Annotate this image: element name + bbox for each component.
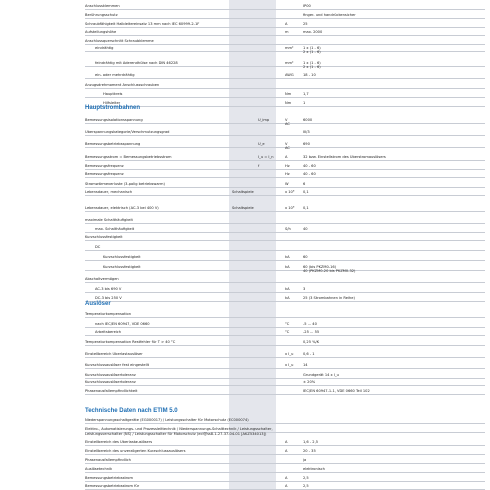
spec-value: 1,6 - 2,5 (303, 440, 319, 444)
spec-value: 1 x (1 - 6) 2 x (1 - 6) (303, 61, 321, 69)
spec-value: 690 (303, 142, 310, 146)
spec-value: ja (303, 458, 307, 462)
spec-row (85, 363, 485, 369)
spec-row (85, 265, 485, 271)
spec-value: 6000 (303, 118, 313, 122)
spec-row (85, 164, 485, 170)
spec-value: 1 (303, 101, 306, 105)
spec-row (85, 22, 485, 28)
spec-row (85, 30, 485, 36)
spec-row (85, 61, 485, 67)
spec-label: DC-3 bis 250 V (95, 296, 122, 300)
spec-label: Bemessungsstrom = Bemessungsbetriebsstrom (85, 155, 172, 159)
spec-row (85, 83, 485, 89)
spec-value: 20 - 35 (303, 449, 316, 453)
spec-value: Grundgerät 14 x I_u (303, 373, 339, 377)
spec-unit: kA (285, 255, 290, 259)
spec-value: 60 (303, 255, 308, 259)
spec-value: IP00 (303, 4, 311, 8)
spec-label: eindrähtig (95, 46, 114, 50)
spec-row (85, 39, 485, 45)
spec-label: DC (95, 245, 101, 249)
spec-unit: A (285, 476, 288, 480)
spec-value: 2,5 (303, 484, 309, 488)
spec-label: Aufstellungshöhe (85, 30, 117, 34)
spec-label: Bemessungsisolationsspannung (85, 118, 143, 122)
spec-unit: A (285, 155, 288, 159)
spec-label: Bemessungsbetriebsspannung (85, 142, 141, 146)
spec-label: Kurzschlussfestigkeit (103, 265, 141, 269)
spec-row (85, 352, 485, 358)
spec-value: 40 - 60 (303, 164, 316, 168)
spec-unit: V AC (285, 118, 290, 126)
spec-label: AC-3 bis 690 V (95, 287, 122, 291)
spec-value: 14 (303, 363, 308, 367)
spec-unit: W (285, 182, 289, 186)
spec-condition: Schaltspiele (232, 190, 254, 194)
spec-symbol: U_imp (258, 118, 270, 122)
spec-unit: °C (285, 322, 290, 326)
spec-label: maximale Schalthäufigkeit (85, 218, 133, 222)
spec-label: Kurzschlussauslösertoleranz (85, 380, 136, 384)
spec-label: Kurzschlussauslösertoleranz (85, 373, 136, 377)
spec-unit: kA (285, 296, 290, 300)
spec-unit: A (285, 440, 288, 444)
spec-row (85, 484, 485, 490)
section-heading-etim: Technische Daten nach ETIM 5.0 (85, 408, 178, 414)
spec-value: -25 ... 55 (303, 330, 320, 334)
spec-row (85, 92, 485, 98)
spec-value: 2,5 (303, 476, 309, 480)
spec-unit: Nm (285, 101, 292, 105)
spec-row (85, 46, 485, 52)
spec-label: Kurzschlussfestigkeit (85, 235, 123, 239)
spec-label: Anzugsdrehmoment Anschlussschrauben (85, 83, 160, 87)
spec-value: 0,1 (303, 206, 309, 210)
spec-value: 60 (bis PKZM0-16) 40 (PKZM0-20 bis PKZM0-32) (303, 265, 356, 273)
spec-label: Temperaturkompensation Restfehler für T > 40 °C (85, 340, 176, 344)
spec-row (85, 476, 485, 482)
spec-row (85, 427, 485, 436)
spec-row (85, 245, 485, 251)
spec-value: 1,7 (303, 92, 309, 96)
spec-label: Bemessungsbetriebsstrom für (85, 484, 140, 488)
spec-row (85, 206, 485, 212)
spec-label: Anschlussquerschnitt Schraubklemme (85, 39, 154, 43)
spec-row (85, 4, 485, 10)
spec-label: Bemessungsfrequenz (85, 172, 124, 176)
spec-label: Temperaturkompensation (85, 312, 132, 316)
spec-row (85, 142, 485, 148)
spec-label: Hilfsleiter (103, 101, 121, 105)
spec-value: IEC/EN 60947-1-1, VDE 0660 Teil 102 (303, 389, 370, 393)
spec-value: 0,1 (303, 190, 309, 194)
section-heading-ausloeser: Auslöser (85, 301, 111, 307)
spec-value: max. 2000 (303, 30, 323, 34)
spec-row (85, 330, 485, 336)
spec-value: finger- und handrückensicher (303, 13, 356, 17)
spec-label: Bemessungsbetriebsstrom (85, 476, 133, 480)
spec-value: 25 (3 Strombahnen in Reihe) (303, 296, 355, 300)
spec-row (85, 255, 485, 261)
spec-row (85, 322, 485, 328)
spec-row (85, 440, 485, 446)
spec-unit: kA (285, 287, 290, 291)
spec-unit: kA (285, 265, 290, 269)
spec-label: Einstellbereich Überlastauslöser (85, 352, 143, 356)
spec-label: Phasenausfallempfindlichkeit (85, 389, 138, 393)
spec-label: Lebensdauer, mechanisch (85, 190, 133, 194)
spec-row (85, 458, 485, 464)
spec-value: 25 (303, 22, 308, 26)
spec-row (85, 418, 485, 424)
spec-label: Phasenausfallempfindlich (85, 458, 131, 462)
spec-label: Kurzschlussfestigkeit (103, 255, 141, 259)
spec-unit: Hz (285, 164, 290, 168)
spec-symbol: f (258, 164, 260, 168)
spec-row (85, 449, 485, 455)
spec-label: Niederspannungsschaltgeräte (EG000017) / Leistungsschalter für Motorschutz (EC000074) (85, 418, 249, 422)
spec-row (85, 287, 485, 293)
spec-value: 1 x (1 - 6) 2 x (1 - 6) (303, 46, 321, 54)
spec-label: ein- oder mehrdrähtig (95, 73, 135, 77)
spec-unit: °C (285, 330, 290, 334)
spec-value: 32 bzw. Einstellstrom des Überstromauslösers (303, 155, 386, 159)
spec-unit: A (285, 484, 288, 488)
spec-row (85, 155, 485, 161)
spec-row (85, 312, 485, 318)
spec-unit: Hz (285, 172, 290, 176)
spec-label: Stromwärmeverluste (3-polig betriebswarm) (85, 182, 165, 186)
spec-symbol: U_e (258, 142, 265, 146)
spec-label: feindrähtig mit Aderendhülse nach DIN 46228 (95, 61, 178, 65)
spec-unit: x I_u (285, 363, 294, 367)
spec-unit: S/h (285, 227, 291, 231)
spec-row (85, 227, 485, 233)
spec-label: Überspannungskategorie/Verschmutzungsgrad (85, 130, 170, 134)
spec-row (85, 389, 485, 395)
spec-value: III/3 (303, 130, 310, 134)
spec-unit: x I_u (285, 352, 294, 356)
spec-unit: AWG (285, 73, 294, 77)
spec-unit: A (285, 449, 288, 453)
spec-value: 6 (303, 182, 306, 186)
spec-row (85, 130, 485, 136)
spec-value: 40 - 60 (303, 172, 316, 176)
spec-unit: Nm (285, 92, 292, 96)
spec-row (85, 13, 485, 19)
spec-value: elektronisch (303, 467, 325, 471)
section-heading-hauptstrombahnen: Hauptstrombahnen (85, 105, 141, 111)
spec-row (85, 172, 485, 178)
spec-row (85, 373, 485, 379)
spec-label: max. Schalthäufigkeit (95, 227, 135, 231)
spec-condition: Schaltspiele (232, 206, 254, 210)
spec-label: Einstellbereich des Überlastauslösers (85, 440, 153, 444)
spec-value: 18 - 10 (303, 73, 316, 77)
spec-row (85, 190, 485, 196)
spec-row (85, 235, 485, 241)
spec-row (85, 340, 485, 346)
spec-row (85, 73, 485, 79)
spec-row (85, 277, 485, 283)
spec-unit: x 10⁶ (285, 206, 295, 210)
spec-row (85, 182, 485, 188)
spec-label: Abschaltvermögen (85, 277, 119, 281)
spec-row (85, 101, 485, 107)
spec-label: Kurzschlussauslöser fest eingestellt (85, 363, 149, 367)
spec-value: 0,25 %/K (303, 340, 320, 344)
spec-label: nach IEC/EN 60947, VDE 0660 (95, 322, 150, 326)
spec-row (85, 467, 485, 473)
spec-row (85, 218, 485, 224)
spec-value: ± 20% (303, 380, 316, 384)
spec-value: 0,6 - 1 (303, 352, 315, 356)
spec-unit: V AC (285, 142, 290, 150)
spec-unit: m (285, 30, 289, 34)
spec-unit: mm² (285, 46, 294, 50)
spec-label: Einstellbereich des unverzögerten Kurzschlussauslösers (85, 449, 186, 453)
spec-value: 3 (303, 287, 306, 291)
spec-symbol: I_u = I_n (258, 155, 274, 159)
spec-row (85, 380, 485, 386)
spec-unit: mm² (285, 61, 294, 65)
spec-label: Hauptkreis (103, 92, 123, 96)
spec-value: 40 (303, 227, 308, 231)
spec-label: Arbeitsbereich (95, 330, 122, 334)
spec-label: Berührungsschutz (85, 13, 118, 17)
spec-value: -5 ... 40 (303, 322, 317, 326)
spec-row (85, 118, 485, 124)
spec-row (85, 296, 485, 302)
spec-label: Auslösetechnik (85, 467, 113, 471)
spec-label: Bemessungsfrequenz (85, 164, 124, 168)
spec-label: Anschlussklemmen (85, 4, 120, 8)
spec-unit: x 10⁶ (285, 190, 295, 194)
spec-label: Lebensdauer, elektrisch (AC-3 bei 400 V) (85, 206, 159, 210)
spec-unit: A (285, 22, 288, 26)
spec-label: Schraubfähigkeit Halbleitereinsatz 13 mm nach IEC 60999-2-1F (85, 22, 200, 26)
spec-label: Elektro-, Automatisierungs- und Prozessleittechnik / Niederspannungs-Schalttechnik / Leistungsschalter, Leistungsverschalter (NS) / Leistungsschalter für Motorschutz (ecl@ss8.1-27-37-04-01 [AKZ534013]) (85, 427, 273, 436)
